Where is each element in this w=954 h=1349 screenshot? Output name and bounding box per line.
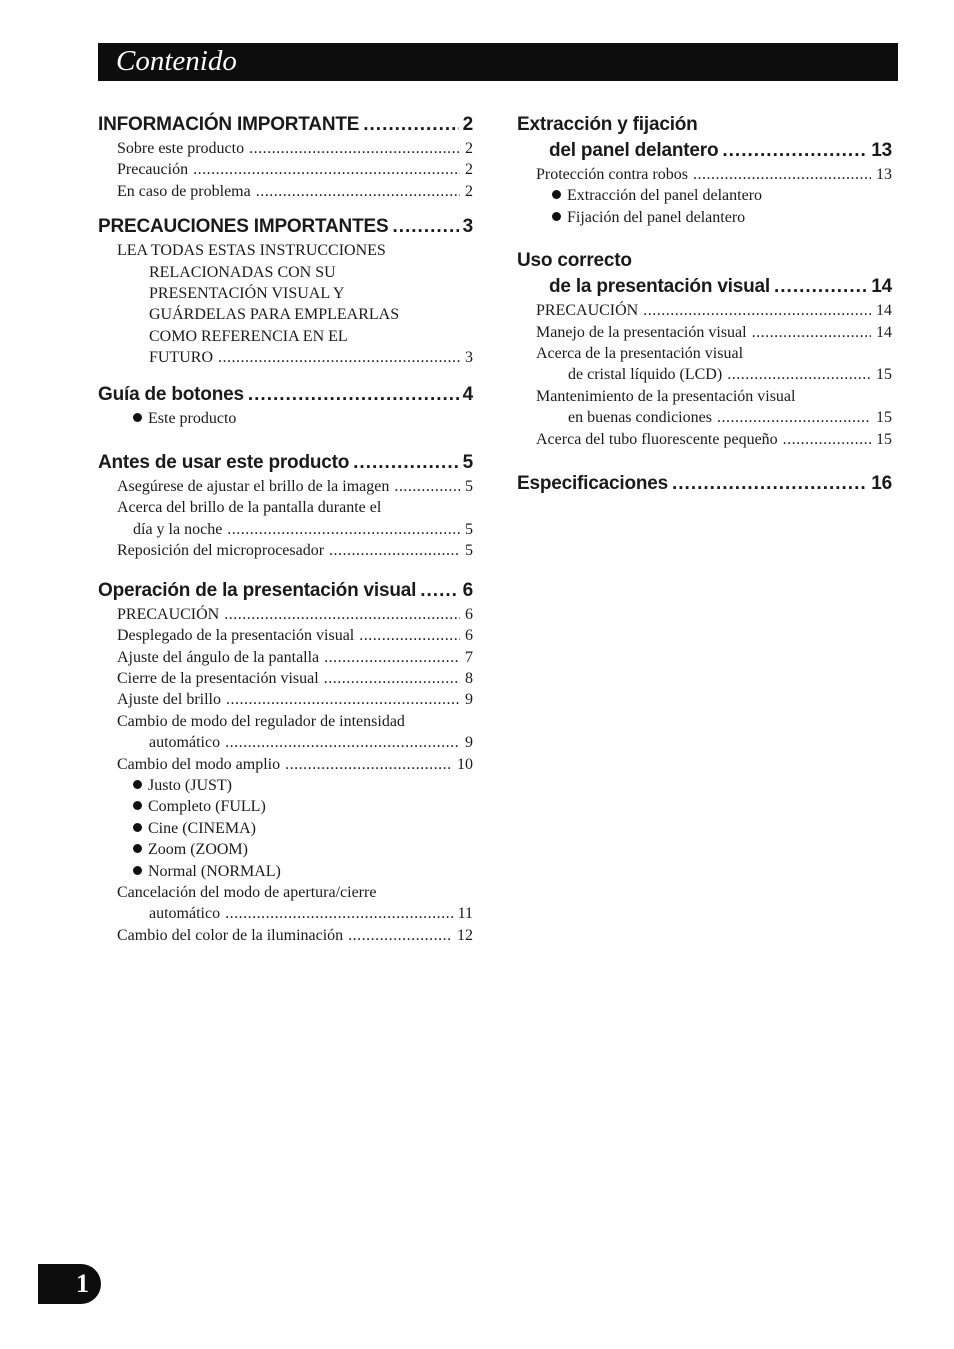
bullet-icon: [133, 844, 142, 853]
toc-entry[interactable]: Ajuste del ángulo de la pantalla ..... 7: [98, 647, 473, 668]
toc-entry: COMO REFERENCIA EN EL: [149, 327, 348, 345]
toc-right-column: [517, 112, 892, 515]
toc-entry[interactable]: En caso de problema ..... 2: [98, 181, 473, 202]
toc-section: [98, 214, 473, 368]
page-number: 1: [76, 1269, 89, 1298]
page-number-tab: [38, 1264, 101, 1304]
toc-entry[interactable]: Cambio del color de la iluminación ..... 12: [98, 925, 473, 946]
toc-heading[interactable]: de la presentación visual ..... 14: [517, 274, 892, 300]
toc-entry[interactable]: Manejo de la presentación visual ..... 14: [517, 322, 892, 343]
toc-entry: Acerca de la presentación visual: [536, 345, 744, 363]
toc-entry[interactable]: automático ..... 11: [98, 903, 473, 924]
bullet-icon: [552, 190, 561, 199]
toc-section: [98, 382, 473, 429]
toc-entry[interactable]: FUTURO ..... 3: [98, 347, 473, 368]
toc-heading[interactable]: PRECAUCIONES IMPORTANTES ..... 3: [98, 214, 473, 240]
toc-heading[interactable]: Operación de la presentación visual ..... 6: [98, 578, 473, 604]
toc-entry[interactable]: PRECAUCIÓN ..... 6: [98, 604, 473, 625]
toc-entry[interactable]: Cambio del modo amplio ..... 10: [98, 754, 473, 775]
toc-entry[interactable]: Sobre este producto ..... 2: [98, 138, 473, 159]
toc-entry: LEA TODAS ESTAS INSTRUCCIONES: [117, 242, 386, 260]
toc-entry: Cancelación del modo de apertura/cierre: [117, 883, 377, 901]
toc-entry[interactable]: Precaución ..... 2: [98, 159, 473, 180]
toc-entry[interactable]: automático ..... 9: [98, 732, 473, 753]
toc-entry[interactable]: Ajuste del brillo ..... 9: [98, 689, 473, 710]
toc-entry[interactable]: Cierre de la presentación visual ..... 8: [98, 668, 473, 689]
bullet-icon: [552, 212, 561, 221]
toc-bullet[interactable]: Completo (FULL): [98, 796, 473, 817]
toc-heading: Uso correcto: [517, 250, 632, 272]
toc-section: [98, 578, 473, 947]
toc-entry: GUÁRDELAS PARA EMPLEARLAS: [149, 306, 400, 324]
bullet-icon: [133, 866, 142, 875]
toc-heading[interactable]: del panel delantero ..... 13: [517, 138, 892, 164]
toc-heading[interactable]: Guía de botones ..... 4: [98, 382, 473, 408]
toc-entry[interactable]: día y la noche ..... 5: [98, 519, 473, 540]
toc-entry: Acerca del brillo de la pantalla durante el: [117, 499, 382, 517]
toc-bullet[interactable]: Zoom (ZOOM): [98, 839, 473, 860]
toc-entry[interactable]: Asegúrese de ajustar el brillo de la imagen ..... 5: [98, 476, 473, 497]
toc-bullet[interactable]: Justo (JUST): [98, 775, 473, 796]
toc-entry: PRESENTACIÓN VISUAL Y: [149, 285, 345, 303]
toc-heading[interactable]: INFORMACIÓN IMPORTANTE ..... 2: [98, 112, 473, 138]
toc-entry[interactable]: Desplegado de la presentación visual ..... 6: [98, 625, 473, 646]
toc-entry[interactable]: PRECAUCIÓN ..... 14: [517, 300, 892, 321]
toc-heading[interactable]: Antes de usar este producto ..... 5: [98, 450, 473, 476]
toc-entry[interactable]: Protección contra robos ..... 13: [517, 164, 892, 185]
toc-section: [98, 450, 473, 562]
toc-entry[interactable]: Reposición del microprocesador ..... 5: [98, 540, 473, 561]
page-title: Contenido: [116, 45, 237, 77]
bullet-icon: [133, 823, 142, 832]
toc-bullet[interactable]: Normal (NORMAL): [98, 861, 473, 882]
toc-bullet[interactable]: Cine (CINEMA): [98, 818, 473, 839]
toc-heading[interactable]: Especificaciones ..... 16: [517, 471, 892, 497]
toc-entry: RELACIONADAS CON SU: [149, 263, 336, 281]
toc-section: [517, 471, 892, 497]
toc-bullet[interactable]: Este producto: [98, 408, 473, 429]
toc-entry[interactable]: en buenas condiciones ..... 15: [517, 407, 892, 428]
title-bar: [98, 43, 898, 81]
toc-section: [517, 248, 892, 450]
toc-bullet[interactable]: Fijación del panel delantero: [517, 207, 892, 228]
toc-entry[interactable]: de cristal líquido (LCD) ..... 15: [517, 364, 892, 385]
toc-entry[interactable]: Acerca del tubo fluorescente pequeño ..... 15: [517, 429, 892, 450]
toc-entry: Cambio de modo del regulador de intensidad: [117, 712, 405, 730]
toc-entry: Mantenimiento de la presentación visual: [536, 387, 796, 405]
bullet-icon: [133, 780, 142, 789]
toc-left-column: [98, 112, 473, 964]
bullet-icon: [133, 413, 142, 422]
bullet-icon: [133, 801, 142, 810]
toc-bullet[interactable]: Extracción del panel delantero: [517, 185, 892, 206]
toc-section: [517, 112, 892, 228]
toc-section: [98, 112, 473, 202]
toc-heading: Extracción y fijación: [517, 114, 698, 135]
